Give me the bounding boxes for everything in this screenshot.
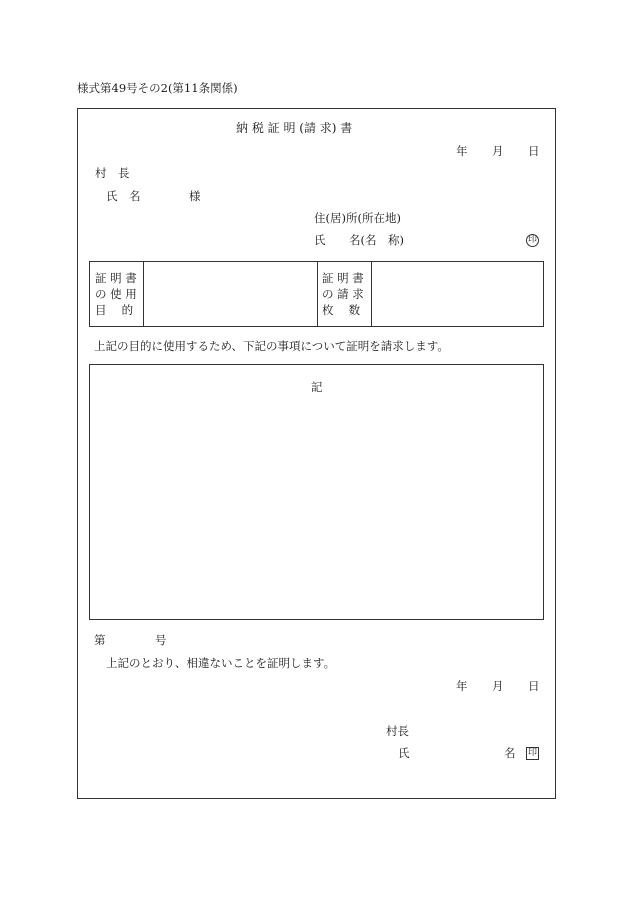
certificate-date-month: 月 <box>492 679 504 693</box>
applicant-name-label-2: 名(名 称) <box>349 233 404 247</box>
date-month-label: 月 <box>492 144 504 158</box>
addressee-honorific: 様 <box>189 189 201 203</box>
applicant-name-label-1: 氏 <box>314 233 326 247</box>
certificate-number-suffix: 号 <box>155 633 167 647</box>
applicant-address-label: 住(居)所(所在地) <box>314 211 401 225</box>
date-year-label: 年 <box>456 144 468 158</box>
issuer-name-label-1: 氏 <box>398 746 410 760</box>
certificate-date-day: 日 <box>528 679 540 693</box>
addressee-role: 村 長 <box>95 166 130 180</box>
certificate-statement: 上記のとおり、相違ないことを証明します。 <box>106 656 336 670</box>
form-number-label: 様式第49号その2(第11条関係) <box>77 81 238 95</box>
date-day-label: 日 <box>528 144 540 158</box>
certificate-number-prefix: 第 <box>94 633 106 647</box>
details-heading: 記 <box>311 380 323 394</box>
certificate-date-year: 年 <box>456 679 468 693</box>
form-title: 納 税 証 明 (請 求) 書 <box>236 121 353 135</box>
details-box <box>89 364 544 620</box>
addressee-name-label: 氏 名 <box>106 189 141 203</box>
purpose-label-cell: 証 明 書 の 使 用 目 的 <box>95 271 137 317</box>
issuer-seal-icon: 印 <box>527 748 537 758</box>
issuer-name-label-2: 名 <box>504 746 516 760</box>
purpose-table <box>89 261 544 327</box>
applicant-seal-icon: 印 <box>527 235 537 245</box>
request-statement: 上記の目的に使用するため、下記の事項について証明を請求します。 <box>94 339 449 353</box>
issuer-role: 村長 <box>386 724 409 738</box>
count-label-cell: 証 明 書 の 請 求 枚 数 <box>322 271 364 317</box>
